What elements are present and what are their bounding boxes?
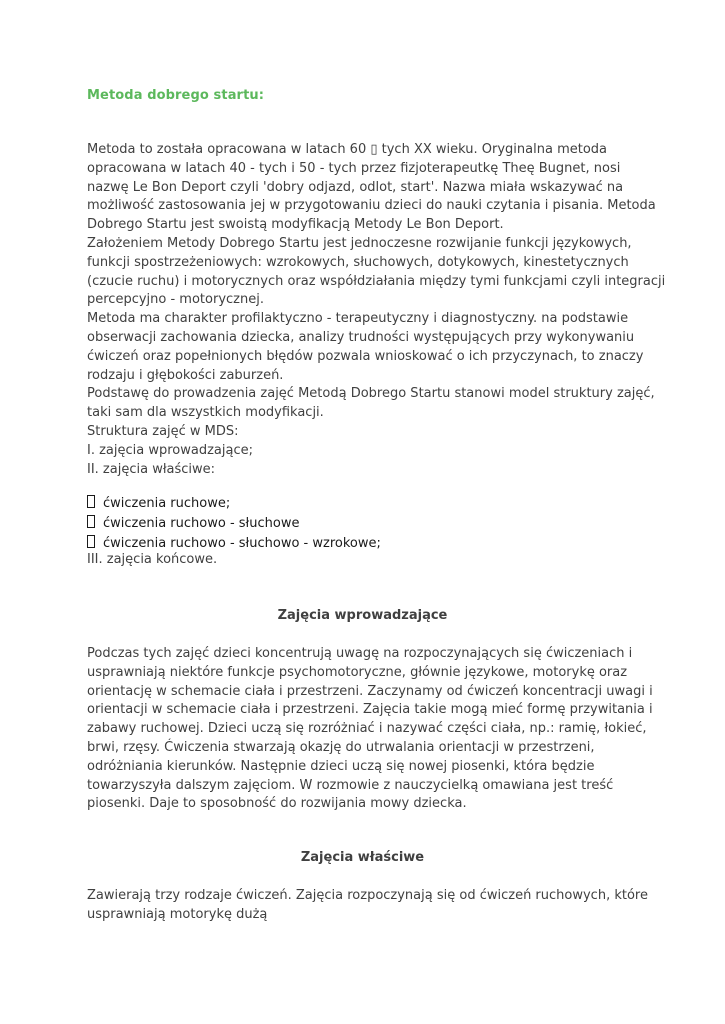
intro-line: opracowana w latach 40 - tych i 50 - tych przez fizjoterapeutkę Theę Bugnet, nosi [87,160,621,176]
paragraph-line: brwi, rzęsy. Ćwiczenia stwarzają okazję do utrwalania orientacji w przestrzeni, [87,739,595,755]
paragraph-line: towarzyszyła dalszym zajęciom. W rozmowie z nauczycielką omawiana jest treść [87,777,614,793]
bullet-icon [87,515,95,528]
intro-line: Metoda ma charakter profilaktyczno - terapeutyczny i diagnostyczny. na podstawie [87,311,629,327]
intro-line: Struktura zajęć w MDS: [87,423,239,439]
intro-line: percepcyjno - motorycznej. [87,292,264,308]
intro-text [87,141,666,479]
list-item-label: ćwiczenia ruchowe; [103,496,231,511]
intro-line: Podstawę do prowadzenia zajęć Metodą Dobrego Startu stanowi model struktury zajęć, [87,386,655,402]
intro-line: funkcji spostrzeżeniowych: wzrokowych, słuchowych, dotykowych, kinestetycznych [87,254,629,270]
paragraph-line: orientacji w schemacie ciała i przestrzeni. Zajęcia takie mogą mieć formę przywitania i [87,702,653,718]
intro-line: nazwę Le Bon Deport czyli 'dobry odjazd, odlot, start'. Nazwa miała wskazywać na [87,179,624,195]
paragraph-line: zabawy ruchowej. Dzieci uczą się rozróżniać i nazywać części ciała, np.: ramię, łokieć, [87,721,647,737]
intro-line: I. zajęcia wprowadzające; [87,442,253,458]
paragraph-line: orientację w schemacie ciała i przestrzeni. Zaczynamy od ćwiczeń koncentracji uwagi i [87,683,653,699]
intro-line: obserwacji zachowania dziecka, analizy trudności występujących przy wykonywaniu [87,329,635,345]
section-main-text [87,887,647,925]
list-item-label: ćwiczenia ruchowo - słuchowe [103,515,300,531]
section-title-intro: Zajęcia wprowadzające [277,608,448,623]
intro-line: Metoda to została opracowana w latach 60 ▯ tych XX wieku. Oryginalna metoda [87,142,607,157]
paragraph-line: Podczas tych zajęć dzieci koncentrują uwagę na rozpoczynających się ćwiczeniach i [87,646,633,661]
closing-line: III. zajęcia końcowe. [87,552,218,567]
section-intro-text [87,645,653,814]
paragraph-line: odróżniania kierunków. Następnie dzieci uczą się nowej piosenki, która będzie [87,758,595,774]
intro-line: Założeniem Metody Dobrego Startu jest jednoczesne rozwijanie funkcji językowych, [87,235,632,251]
list-item [87,514,381,534]
closing-item [87,551,647,570]
paragraph-line: piosenki. Daje to sposobność do rozwijania mowy dziecka. [87,796,467,812]
list-item-label: ćwiczenia ruchowo - słuchowo - wzrokowe; [103,535,381,551]
bullet-icon [87,535,95,548]
intro-line: taki sam dla wszystkich modyfikacji. [87,405,324,421]
intro-line: (czucie ruchu) i motorycznych oraz współdziałania między tymi funkcjami czyli integracji [87,273,666,289]
intro-line: II. zajęcia właściwe: [87,461,216,477]
document-title: Metoda dobrego startu: [87,88,265,103]
intro-line: ćwiczeń oraz popełnionych błędów pozwala wnioskować o ich przyczynach, to znaczy [87,348,644,364]
intro-line: rodzaju i głębokości zaburzeń. [87,367,284,383]
intro-line: możliwość zastosowania jej w przygotowaniu dzieci do nauki czytania i pisania. Metoda [87,198,656,214]
list-item [87,494,381,514]
exercise-list [87,494,381,553]
paragraph-line: usprawniają niektóre funkcje psychomotoryczne, głównie językowe, motorykę oraz [87,664,628,680]
paragraph-line: usprawniają motorykę dużą [87,906,268,922]
intro-line: Dobrego Startu jest swoistą modyfikacją Metody Le Bon Deport. [87,217,504,233]
section-title-main: Zajęcia właściwe [300,850,425,865]
bullet-icon [87,495,95,508]
paragraph-line: Zawierają trzy rodzaje ćwiczeń. Zajęcia rozpoczynają się od ćwiczeń ruchowych, które [87,888,648,903]
